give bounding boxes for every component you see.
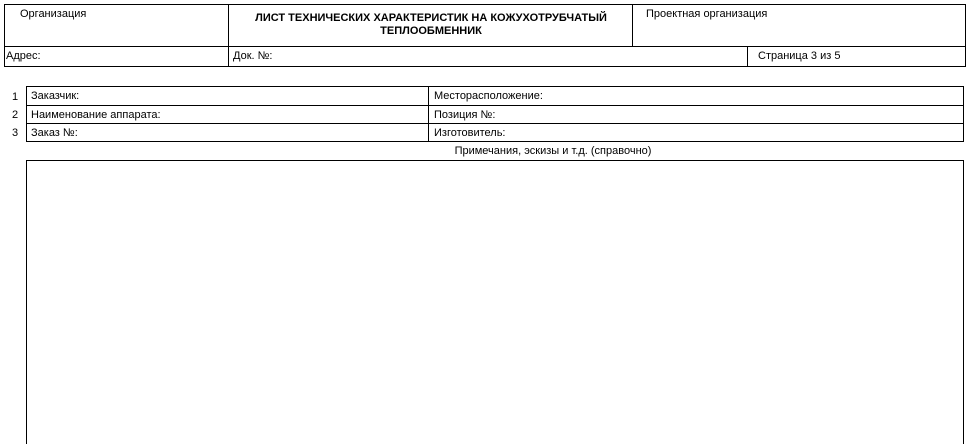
row-number: 1 xyxy=(12,91,19,103)
project-organization-cell xyxy=(633,4,966,47)
table-column-divider xyxy=(428,86,429,142)
row-number: 3 xyxy=(12,127,19,139)
customer-label: Заказчик: xyxy=(31,90,80,102)
title-cell xyxy=(229,4,633,47)
notes-box xyxy=(26,160,964,444)
doc-number-cell xyxy=(229,47,748,67)
row-number: 2 xyxy=(12,109,19,121)
manufacturer-label: Изготовитель: xyxy=(434,127,506,139)
organization-label: Организация xyxy=(20,8,87,20)
apparatus-name-label: Наименование аппарата: xyxy=(31,109,161,121)
page-number-label: Страница 3 из 5 xyxy=(758,50,841,62)
page-title: ЛИСТ ТЕХНИЧЕСКИХ ХАРАКТЕРИСТИК НА КОЖУХОТРУБЧАТЫЙ ТЕПЛООБМЕННИК xyxy=(255,12,607,37)
table-row-divider xyxy=(26,123,964,124)
order-number-label: Заказ №: xyxy=(31,127,78,139)
address-label: Адрес: xyxy=(6,50,41,62)
address-cell xyxy=(4,47,229,67)
notes-title: Примечания, эскизы и т.д. (справочно) xyxy=(454,145,652,157)
table-row-divider xyxy=(26,105,964,106)
position-label: Позиция №: xyxy=(434,109,496,121)
page-number-cell xyxy=(748,47,966,67)
location-label: Месторасположение: xyxy=(434,90,543,102)
project-organization-label: Проектная организация xyxy=(646,8,768,20)
organization-cell xyxy=(4,4,229,47)
doc-number-label: Док. №: xyxy=(233,50,273,62)
